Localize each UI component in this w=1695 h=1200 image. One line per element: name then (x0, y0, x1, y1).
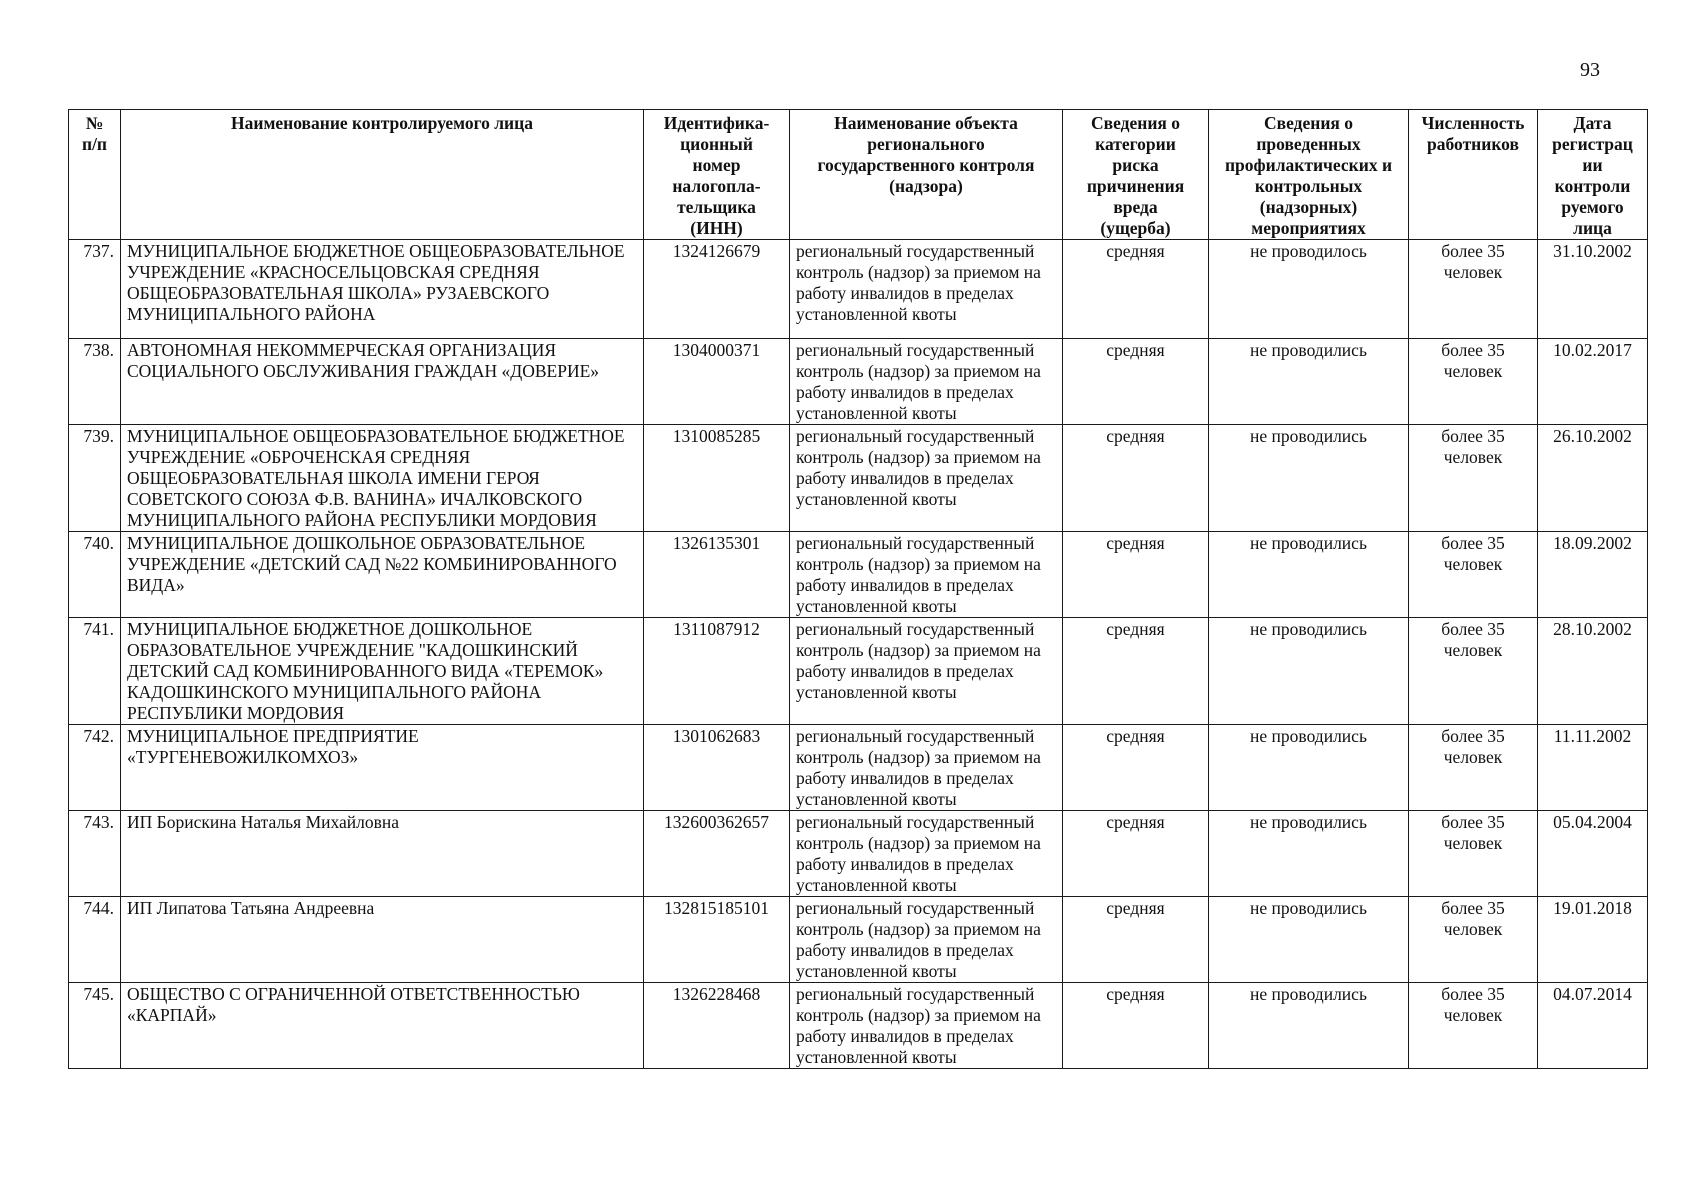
controlled-person-name: МУНИЦИПАЛЬНОЕ ПРЕДПРИЯТИЕ «ТУРГЕНЕВОЖИЛКОМХОЗ» (121, 725, 644, 811)
controlled-person-name: МУНИЦИПАЛЬНОЕ БЮДЖЕТНОЕ ОБЩЕОБРАЗОВАТЕЛЬНОЕ УЧРЕЖДЕНИЕ «КРАСНОСЕЛЬЦОВСКАЯ СРЕДНЯЯ ОБЩЕОБРАЗОВАТЕЛЬНАЯ ШКОЛА» РУЗАЕВСКОГО МУНИЦИПАЛЬНОГО РАЙОНА (121, 240, 644, 339)
control-object: региональный государственный контроль (надзор) за приемом на работу инвалидов в пределах установленной квоты (790, 983, 1063, 1069)
row-number: 739. (69, 425, 121, 532)
control-events: не проводились (1209, 425, 1409, 532)
table-row (69, 811, 1648, 897)
risk-category: средняя (1063, 240, 1209, 339)
risk-category: средняя (1063, 725, 1209, 811)
table-row (69, 339, 1648, 425)
control-object: региональный государственный контроль (надзор) за приемом на работу инвалидов в пределах установленной квоты (790, 618, 1063, 725)
controlled-person-name: ОБЩЕСТВО С ОГРАНИЧЕННОЙ ОТВЕТСТВЕННОСТЬЮ «КАРПАЙ» (121, 983, 644, 1069)
header-label: Наименование контролируемого лица (231, 113, 533, 133)
header-label: Численность работников (1421, 113, 1525, 154)
header-risk-category (1063, 110, 1209, 240)
risk-category: средняя (1063, 618, 1209, 725)
inn-value: 1326135301 (644, 532, 790, 618)
registration-date: 11.11.2002 (1538, 725, 1648, 811)
header-label: Дата регистрац ии контроли руемого лица (1552, 113, 1633, 238)
row-number: 741. (69, 618, 121, 725)
staff-count: более 35 человек (1409, 618, 1538, 725)
controlled-person-name: МУНИЦИПАЛЬНОЕ ДОШКОЛЬНОЕ ОБРАЗОВАТЕЛЬНОЕ УЧРЕЖДЕНИЕ «ДЕТСКИЙ САД №22 КОМБИНИРОВАННОГО ВИДА» (121, 532, 644, 618)
registration-date: 31.10.2002 (1538, 240, 1648, 339)
staff-count: более 35 человек (1409, 811, 1538, 897)
staff-count: более 35 человек (1409, 725, 1538, 811)
row-number: 744. (69, 897, 121, 983)
control-object: региональный государственный контроль (надзор) за приемом на работу инвалидов в пределах установленной квоты (790, 725, 1063, 811)
control-object: региональный государственный контроль (надзор) за приемом на работу инвалидов в пределах установленной квоты (790, 240, 1063, 339)
row-number: 740. (69, 532, 121, 618)
registration-date: 04.07.2014 (1538, 983, 1648, 1069)
risk-category: средняя (1063, 811, 1209, 897)
table-row (69, 425, 1648, 532)
control-events: не проводились (1209, 618, 1409, 725)
control-events: не проводились (1209, 897, 1409, 983)
row-number: 743. (69, 811, 121, 897)
control-object: региональный государственный контроль (надзор) за приемом на работу инвалидов в пределах установленной квоты (790, 425, 1063, 532)
header-number (69, 110, 121, 240)
header-label: Сведения о проведенных профилактических и контрольных (надзорных) мероприятиях (1224, 113, 1393, 238)
header-label: Сведения о категории риска причинения вреда (ущерба) (1086, 113, 1185, 238)
risk-category: средняя (1063, 532, 1209, 618)
registration-date: 28.10.2002 (1538, 618, 1648, 725)
risk-category: средняя (1063, 897, 1209, 983)
staff-count: более 35 человек (1409, 897, 1538, 983)
inn-value: 1304000371 (644, 339, 790, 425)
controlled-person-name: МУНИЦИПАЛЬНОЕ ОБЩЕОБРАЗОВАТЕЛЬНОЕ БЮДЖЕТНОЕ УЧРЕЖДЕНИЕ «ОБРОЧЕНСКАЯ СРЕДНЯЯ ОБЩЕОБРАЗОВАТЕЛЬНАЯ ШКОЛА ИМЕНИ ГЕРОЯ СОВЕТСКОГО СОЮЗА Ф.В. ВАНИНА» ИЧАЛКОВСКОГО МУНИЦИПАЛЬНОГО РАЙОНА РЕСПУБЛИКИ МОРДОВИЯ (121, 425, 644, 532)
table-row (69, 725, 1648, 811)
table-row (69, 532, 1648, 618)
staff-count: более 35 человек (1409, 532, 1538, 618)
inn-value: 1326228468 (644, 983, 790, 1069)
control-events: не проводились (1209, 725, 1409, 811)
staff-count: более 35 человек (1409, 983, 1538, 1069)
risk-category: средняя (1063, 425, 1209, 532)
table-header-row (69, 110, 1648, 240)
inn-value: 1324126679 (644, 240, 790, 339)
table-row (69, 240, 1648, 339)
controlled-person-name: МУНИЦИПАЛЬНОЕ БЮДЖЕТНОЕ ДОШКОЛЬНОЕ ОБРАЗОВАТЕЛЬНОЕ УЧРЕЖДЕНИЕ "КАДОШКИНСКИЙ ДЕТСКИЙ САД КОМБИНИРОВАННОГО ВИДА «ТЕРЕМОК» КАДОШКИНСКОГО МУНИЦИПАЛЬНОГО РАЙОНА РЕСПУБЛИКИ МОРДОВИЯ (121, 618, 644, 725)
registration-date: 05.04.2004 (1538, 811, 1648, 897)
registration-date: 19.01.2018 (1538, 897, 1648, 983)
controlled-person-name: ИП Борискина Наталья Михайловна (121, 811, 644, 897)
controlled-person-name: ИП Липатова Татьяна Андреевна (121, 897, 644, 983)
header-label: № п/п (81, 113, 108, 154)
staff-count: более 35 человек (1409, 339, 1538, 425)
header-control-events (1209, 110, 1409, 240)
table-row (69, 618, 1648, 725)
table-body (69, 240, 1648, 1069)
header-control-object (790, 110, 1063, 240)
header-controlled-person (121, 110, 644, 240)
table-row (69, 983, 1648, 1069)
header-staff-count (1409, 110, 1538, 240)
control-object: региональный государственный контроль (надзор) за приемом на работу инвалидов в пределах установленной квоты (790, 532, 1063, 618)
control-events: не проводились (1209, 339, 1409, 425)
header-label: Наименование объекта регионального государственного контроля (надзора) (817, 113, 1035, 196)
registration-date: 18.09.2002 (1538, 532, 1648, 618)
control-object: региональный государственный контроль (надзор) за приемом на работу инвалидов в пределах установленной квоты (790, 339, 1063, 425)
row-number: 737. (69, 240, 121, 339)
control-events: не проводилось (1209, 240, 1409, 339)
inn-value: 1310085285 (644, 425, 790, 532)
risk-category: средняя (1063, 339, 1209, 425)
control-events: не проводились (1209, 532, 1409, 618)
inn-value: 1301062683 (644, 725, 790, 811)
control-events: не проводились (1209, 983, 1409, 1069)
row-number: 745. (69, 983, 121, 1069)
staff-count: более 35 человек (1409, 240, 1538, 339)
controlled-person-name: АВТОНОМНАЯ НЕКОММЕРЧЕСКАЯ ОРГАНИЗАЦИЯ СОЦИАЛЬНОГО ОБСЛУЖИВАНИЯ ГРАЖДАН «ДОВЕРИЕ» (121, 339, 644, 425)
row-number: 738. (69, 339, 121, 425)
control-events: не проводились (1209, 811, 1409, 897)
inn-value: 1311087912 (644, 618, 790, 725)
inn-value: 132600362657 (644, 811, 790, 897)
registration-date: 10.02.2017 (1538, 339, 1648, 425)
staff-count: более 35 человек (1409, 425, 1538, 532)
header-inn (644, 110, 790, 240)
header-label: Идентифика- ционный номер налогопла- тельщика (ИНН) (663, 113, 770, 238)
inn-value: 132815185101 (644, 897, 790, 983)
control-object: региональный государственный контроль (надзор) за приемом на работу инвалидов в пределах установленной квоты (790, 811, 1063, 897)
table-row (69, 897, 1648, 983)
control-object: региональный государственный контроль (надзор) за приемом на работу инвалидов в пределах установленной квоты (790, 897, 1063, 983)
risk-category: средняя (1063, 983, 1209, 1069)
registry-table (68, 109, 1648, 1069)
row-number: 742. (69, 725, 121, 811)
registration-date: 26.10.2002 (1538, 425, 1648, 532)
header-registration-date (1538, 110, 1648, 240)
page-number: 93 (1580, 59, 1600, 81)
